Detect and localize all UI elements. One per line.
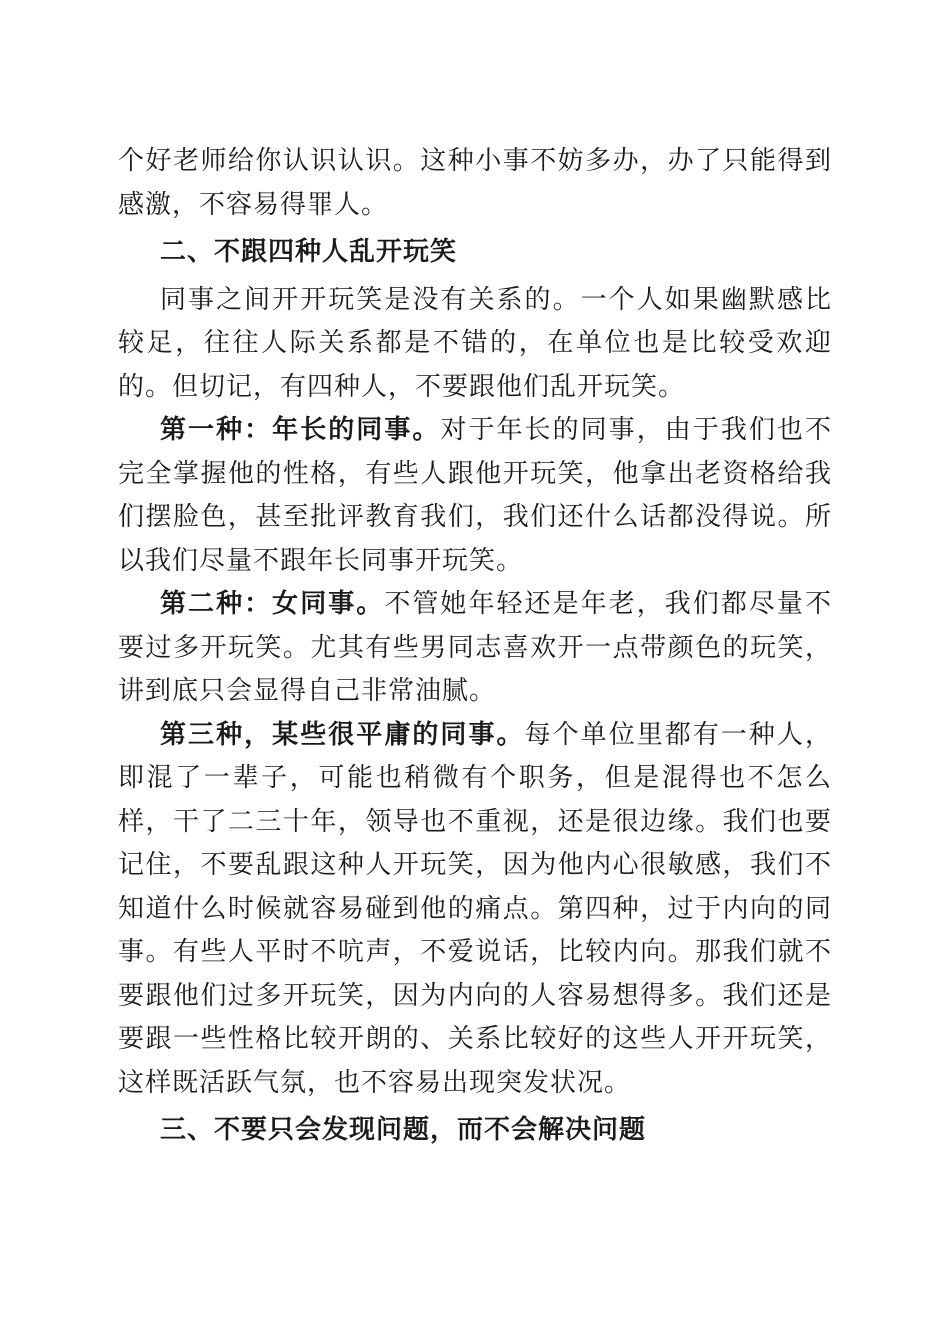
paragraph-lead: 第一种：年长的同事。 — [160, 415, 441, 445]
document-body — [118, 140, 832, 1157]
paragraph-intro: 同事之间开开玩笑是没有关系的。一个人如果幽默感比较足，往往人际关系都是不错的，在单位也是比较受欢迎的。但切记，有四种人，不要跟他们乱开玩笑。 — [118, 284, 832, 402]
paragraph-lead: 第二种：女同事。 — [160, 589, 385, 619]
section-heading-2: 二、不跟四种人乱开玩笑 — [160, 237, 458, 267]
paragraph-third-type — [118, 714, 832, 1106]
paragraph-continuation: 个好老师给你认识认识。这种小事不妨多办，办了只能得到感激，不容易得罪人。 — [118, 146, 832, 220]
section-heading-3: 三、不要只会发现问题，而不会解决问题 — [160, 1115, 647, 1145]
paragraph-lead: 第三种，某些很平庸的同事。 — [160, 719, 525, 750]
paragraph-body: 不管她年轻还是年老，我们都尽量不要过多开玩笑。尤其有些男同志喜欢开一点带颜色的玩笑，讲到底只会显得自己非常油腻。 — [118, 589, 832, 706]
paragraph-body: 对于年长的同事，由于我们也不完全掌握他的性格，有些人跟他开玩笑，他拿出老资格给我们摆脸色，甚至批评教育我们，我们还什么话都没得说。所以我们尽量不跟年长同事开玩笑。 — [118, 415, 832, 576]
paragraph-body: 每个单位里都有一种人，即混了一辈子，可能也稍微有个职务，但是混得也不怎么样，干了二三十年，领导也不重视，还是很边缘。我们也要记住，不要乱跟这种人开玩笑，因为他内心很敏感，我们不知道什么时候就容易碰到他的痛点。第四种，过于内向的同事。有些人平时不吭声，不爱说话，比较内向。那我们就不要跟他们过多开玩笑，因为内向的人容易想得多。我们还是要跟一些性格比较开朗的、关系比较好的这些人开开玩笑，这样既活跃气氛，也不容易出现突发状况。 — [118, 719, 832, 1098]
paragraph-second-type — [118, 583, 832, 714]
paragraph-first-type — [118, 409, 832, 583]
